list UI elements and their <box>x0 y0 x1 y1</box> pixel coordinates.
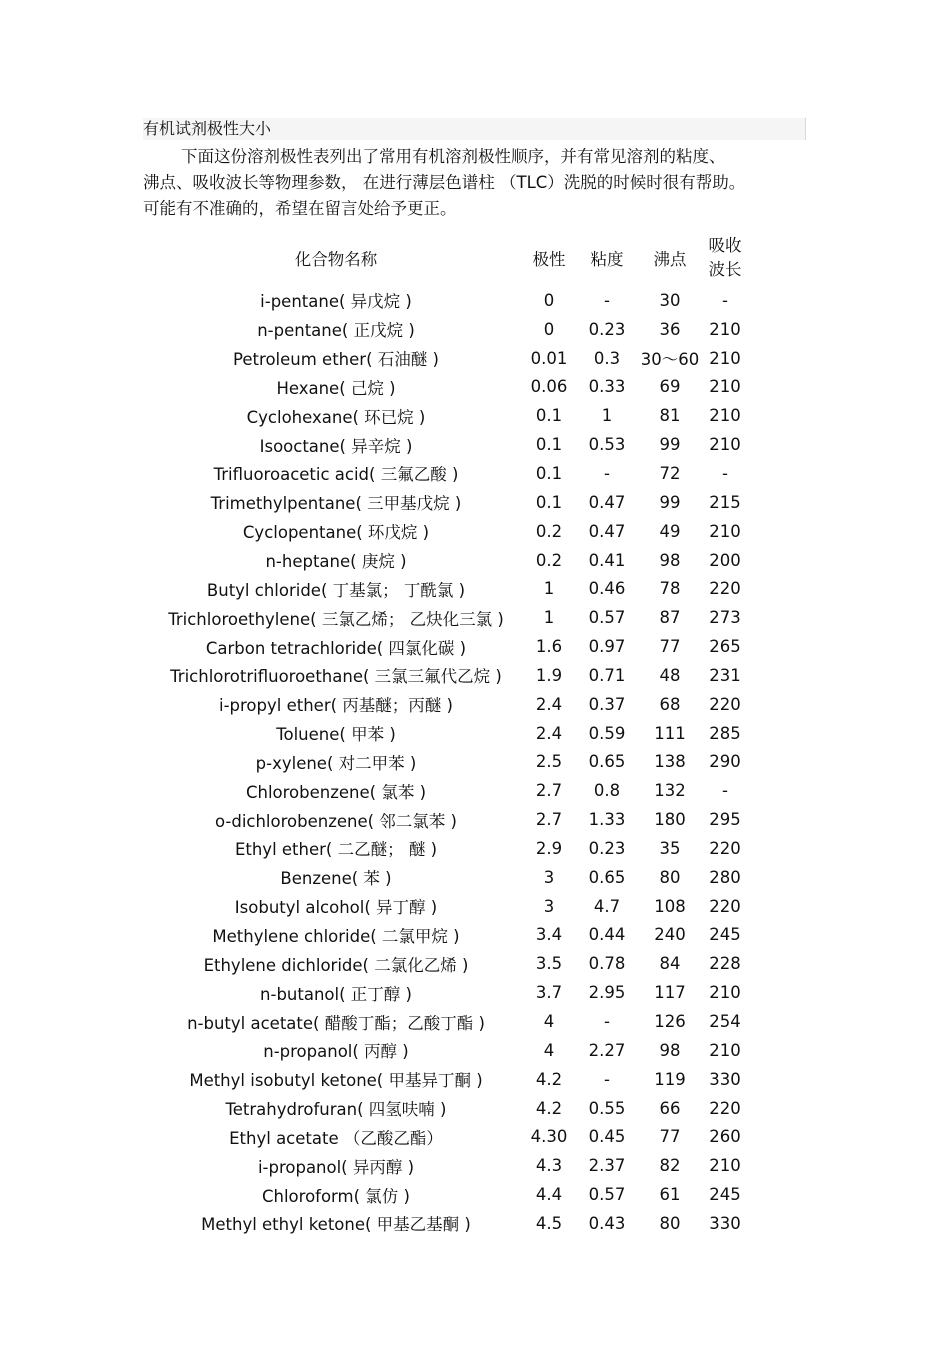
cell-polarity: 0.2 <box>535 550 563 570</box>
cell-viscosity: 2.27 <box>588 1040 626 1060</box>
cell-compound-name: Trifluoroacetic acid( 三氟乙酸 ) <box>213 465 459 485</box>
cell-boiling-point: 78 <box>659 579 681 599</box>
cell-compound-name: Isobutyl alcohol( 异丁醇 ) <box>234 898 438 918</box>
cell-compound-name: p-xylene( 对二甲苯 ) <box>255 753 417 773</box>
table-row <box>148 1007 750 1036</box>
cell-absorption-wavelength: - <box>722 781 728 801</box>
cell-boiling-point: 66 <box>659 1098 681 1118</box>
cell-boiling-point: 84 <box>659 954 681 974</box>
cell-polarity: 2.7 <box>535 810 563 830</box>
cell-polarity: 0 <box>543 290 555 310</box>
header-viscosity: 粘度 <box>590 250 624 269</box>
table-row <box>148 776 750 805</box>
cell-boiling-point: 80 <box>659 1213 681 1233</box>
cell-boiling-point: 69 <box>659 377 681 397</box>
cell-polarity: 0 <box>543 319 555 339</box>
cell-viscosity: 1.33 <box>588 810 626 830</box>
cell-boiling-point: 111 <box>654 723 686 743</box>
cell-boiling-point: 126 <box>654 1012 686 1032</box>
cell-viscosity: 0.59 <box>588 723 626 743</box>
cell-absorption-wavelength: 290 <box>709 752 741 772</box>
cell-compound-name: Chlorobenzene( 氯苯 ) <box>245 782 427 802</box>
table-row <box>148 1209 750 1238</box>
cell-absorption-wavelength: 295 <box>709 810 741 830</box>
table-row <box>148 430 750 459</box>
cell-viscosity: 0.71 <box>588 665 626 685</box>
cell-viscosity: 4.7 <box>593 896 621 916</box>
cell-compound-name: Chloroform( 氯仿 ) <box>261 1186 410 1206</box>
cell-boiling-point: 180 <box>654 810 686 830</box>
table-row <box>148 719 750 748</box>
cell-compound-name: o-dichlorobenzene( 邻二氯苯 ) <box>214 811 457 831</box>
cell-compound-name: Toluene( 甲苯 ) <box>276 725 396 745</box>
cell-boiling-point: 68 <box>659 694 681 714</box>
cell-viscosity: 1 <box>601 406 613 426</box>
cell-polarity: 4.4 <box>535 1185 563 1205</box>
cell-boiling-point: 117 <box>654 983 686 1003</box>
cell-absorption-wavelength: 210 <box>709 1156 741 1176</box>
page-title: 有机试剂极性大小 <box>143 119 272 138</box>
cell-absorption-wavelength: 285 <box>709 723 741 743</box>
cell-absorption-wavelength: 220 <box>709 1098 741 1118</box>
cell-absorption-wavelength: 210 <box>709 406 741 426</box>
cell-compound-name: Trichlorotrifluoroethane( 三氯三氟代乙烷 ) <box>170 667 502 687</box>
cell-absorption-wavelength: 254 <box>709 1012 741 1032</box>
table-row <box>148 488 750 517</box>
cell-viscosity: 0.97 <box>588 637 626 657</box>
intro-line-2: 沸点、吸收波长等物理参数， 在进行薄层色谱柱 （TLC）洗脱的时候时很有帮助。 <box>143 173 746 192</box>
cell-polarity: 4 <box>543 1040 555 1060</box>
cell-absorption-wavelength: - <box>722 290 728 310</box>
table-row <box>148 1065 750 1094</box>
cell-compound-name: n-pentane( 正戊烷 ) <box>257 321 415 341</box>
table-header-row <box>148 230 750 286</box>
intro-line-3: 可能有不准确的，希望在留言处给予更正。 <box>143 199 457 218</box>
cell-viscosity: 0.57 <box>588 1185 626 1205</box>
table-row <box>148 892 750 921</box>
cell-viscosity: 0.41 <box>588 550 626 570</box>
cell-compound-name: Benzene( 苯 ) <box>280 869 392 889</box>
cell-compound-name: Butyl chloride( 丁基氯； 丁酰氯 ) <box>206 580 466 600</box>
cell-polarity: 4.5 <box>535 1213 563 1233</box>
header-polarity: 极性 <box>532 250 566 269</box>
header-compound-name: 化合物名称 <box>294 250 378 269</box>
table-row <box>148 805 750 834</box>
cell-polarity: 0.06 <box>530 377 568 397</box>
cell-compound-name: Hexane( 己烷 ) <box>276 378 396 398</box>
cell-viscosity: 0.55 <box>588 1098 626 1118</box>
cell-boiling-point: 35 <box>659 838 681 858</box>
cell-compound-name: i-pentane( 异戊烷 ) <box>260 292 412 312</box>
table-row <box>148 286 750 315</box>
cell-boiling-point: 77 <box>659 637 681 657</box>
cell-compound-name: n-propanol( 丙醇 ) <box>263 1042 409 1062</box>
cell-boiling-point: 99 <box>659 492 681 512</box>
cell-boiling-point: 98 <box>659 1040 681 1060</box>
cell-compound-name: n-butanol( 正丁醇 ) <box>260 984 412 1004</box>
cell-absorption-wavelength: 260 <box>709 1127 741 1147</box>
cell-polarity: 1.6 <box>535 637 563 657</box>
table-row <box>148 344 750 373</box>
cell-polarity: 0.1 <box>535 463 563 483</box>
cell-polarity: 2.5 <box>535 752 563 772</box>
cell-absorption-wavelength: 210 <box>709 435 741 455</box>
cell-absorption-wavelength: 210 <box>709 348 741 368</box>
cell-boiling-point: 99 <box>659 435 681 455</box>
cell-viscosity: 0.46 <box>588 579 626 599</box>
cell-compound-name: Isooctane( 异辛烷 ) <box>259 436 413 456</box>
cell-viscosity: 0.47 <box>588 521 626 541</box>
cell-boiling-point: 72 <box>659 463 681 483</box>
table-row <box>148 1036 750 1065</box>
cell-viscosity: 2.37 <box>588 1156 626 1176</box>
cell-absorption-wavelength: 265 <box>709 637 741 657</box>
cell-boiling-point: 61 <box>659 1185 681 1205</box>
table-row <box>148 748 750 777</box>
cell-polarity: 2.4 <box>535 723 563 743</box>
cell-absorption-wavelength: 210 <box>709 377 741 397</box>
cell-compound-name: n-heptane( 庚烷 ) <box>265 552 407 572</box>
intro-paragraph <box>143 144 813 222</box>
table-row <box>148 661 750 690</box>
cell-absorption-wavelength: 330 <box>709 1213 741 1233</box>
cell-viscosity: 0.8 <box>593 781 621 801</box>
cell-viscosity: 2.95 <box>588 983 626 1003</box>
table-row <box>148 1094 750 1123</box>
cell-compound-name: Cyclohexane( 环已烷 ) <box>246 407 426 427</box>
cell-polarity: 4.2 <box>535 1069 563 1089</box>
table-row <box>148 1151 750 1180</box>
cell-absorption-wavelength: 245 <box>709 1185 741 1205</box>
cell-boiling-point: 48 <box>659 665 681 685</box>
cell-boiling-point: 132 <box>654 781 686 801</box>
cell-viscosity: 0.57 <box>588 608 626 628</box>
cell-polarity: 0.1 <box>535 406 563 426</box>
cell-compound-name: Tetrahydrofuran( 四氢呋喃 ) <box>225 1100 447 1120</box>
cell-absorption-wavelength: 210 <box>709 319 741 339</box>
cell-polarity: 3.7 <box>535 983 563 1003</box>
cell-boiling-point: 87 <box>659 608 681 628</box>
cell-polarity: 2.7 <box>535 781 563 801</box>
cell-compound-name: n-butyl acetate( 醋酸丁酯；乙酸丁酯 ) <box>187 1013 485 1033</box>
header-boiling-point: 沸点 <box>653 250 687 269</box>
table-row <box>148 632 750 661</box>
cell-absorption-wavelength: 280 <box>709 867 741 887</box>
cell-absorption-wavelength: 220 <box>709 838 741 858</box>
cell-absorption-wavelength: - <box>722 463 728 483</box>
cell-compound-name: Cyclopentane( 环戊烷 ) <box>242 523 430 543</box>
cell-boiling-point: 98 <box>659 550 681 570</box>
cell-boiling-point: 49 <box>659 521 681 541</box>
cell-viscosity: 0.45 <box>588 1127 626 1147</box>
cell-absorption-wavelength: 228 <box>709 954 741 974</box>
cell-absorption-wavelength: 200 <box>709 550 741 570</box>
cell-absorption-wavelength: 231 <box>709 665 741 685</box>
cell-viscosity: 0.33 <box>588 377 626 397</box>
cell-viscosity: 0.44 <box>588 925 626 945</box>
solvent-polarity-table <box>148 230 750 1238</box>
cell-polarity: 3 <box>543 867 555 887</box>
cell-absorption-wavelength: 210 <box>709 1040 741 1060</box>
table-row <box>148 546 750 575</box>
cell-boiling-point: 30 <box>659 290 681 310</box>
cell-viscosity: 0.65 <box>588 867 626 887</box>
cell-compound-name: Trichloroethylene( 三氯乙烯； 乙炔化三氯 ) <box>168 609 504 629</box>
cell-absorption-wavelength: 220 <box>709 579 741 599</box>
cell-viscosity: - <box>604 290 610 310</box>
cell-boiling-point: 77 <box>659 1127 681 1147</box>
cell-absorption-wavelength: 220 <box>709 694 741 714</box>
cell-compound-name: Carbon tetrachloride( 四氯化碳 ) <box>205 638 467 658</box>
cell-viscosity: 0.47 <box>588 492 626 512</box>
cell-boiling-point: 138 <box>654 752 686 772</box>
cell-compound-name: Methyl isobutyl ketone( 甲基异丁酮 ) <box>189 1071 483 1091</box>
cell-absorption-wavelength: 210 <box>709 521 741 541</box>
cell-compound-name: Methylene chloride( 二氯甲烷 ) <box>212 926 460 946</box>
intro-line-1: 下面这份溶剂极性表列出了常用有机溶剂极性顺序，并有常见溶剂的粘度、 <box>181 147 726 166</box>
table-row <box>148 1180 750 1209</box>
cell-boiling-point: 240 <box>654 925 686 945</box>
table-row <box>148 834 750 863</box>
cell-viscosity: - <box>604 463 610 483</box>
cell-viscosity: 0.37 <box>588 694 626 714</box>
table-row <box>148 574 750 603</box>
cell-viscosity: 0.78 <box>588 954 626 974</box>
cell-polarity: 4 <box>543 1012 555 1032</box>
cell-compound-name: Ethyl ether( 二乙醚； 醚 ) <box>234 840 438 860</box>
cell-boiling-point: 80 <box>659 867 681 887</box>
cell-viscosity: - <box>604 1012 610 1032</box>
cell-polarity: 4.3 <box>535 1156 563 1176</box>
header-absorption-wavelength <box>700 230 750 286</box>
cell-boiling-point: 119 <box>654 1069 686 1089</box>
cell-compound-name: i-propanol( 异丙醇 ) <box>257 1157 415 1177</box>
table-row <box>148 373 750 402</box>
cell-boiling-point: 82 <box>659 1156 681 1176</box>
cell-compound-name: i-propyl ether( 丙基醚；丙醚 ) <box>219 696 453 716</box>
table-row <box>148 1122 750 1151</box>
cell-polarity: 3 <box>543 896 555 916</box>
table-row <box>148 401 750 430</box>
cell-compound-name: Methyl ethyl ketone( 甲基乙基酮 ) <box>201 1215 471 1235</box>
cell-polarity: 4.2 <box>535 1098 563 1118</box>
cell-polarity: 1 <box>543 579 555 599</box>
cell-polarity: 2.4 <box>535 694 563 714</box>
cell-absorption-wavelength: 273 <box>709 608 741 628</box>
cell-polarity: 0.01 <box>530 348 568 368</box>
cell-absorption-wavelength: 245 <box>709 925 741 945</box>
cell-polarity: 0.2 <box>535 521 563 541</box>
table-row <box>148 459 750 488</box>
cell-viscosity: 0.43 <box>588 1213 626 1233</box>
cell-viscosity: 0.53 <box>588 435 626 455</box>
cell-boiling-point: 81 <box>659 406 681 426</box>
cell-absorption-wavelength: 220 <box>709 896 741 916</box>
table-row <box>148 863 750 892</box>
cell-polarity: 2.9 <box>535 838 563 858</box>
table-row <box>148 978 750 1007</box>
table-row <box>148 921 750 950</box>
cell-polarity: 1.9 <box>535 665 563 685</box>
header-uv-line2: 波长 <box>708 260 742 279</box>
cell-viscosity: 0.65 <box>588 752 626 772</box>
cell-absorption-wavelength: 330 <box>709 1069 741 1089</box>
cell-viscosity: 0.3 <box>593 348 621 368</box>
cell-polarity: 0.1 <box>535 492 563 512</box>
table-row <box>148 603 750 632</box>
table-row <box>148 690 750 719</box>
cell-polarity: 3.4 <box>535 925 563 945</box>
cell-polarity: 4.30 <box>530 1127 568 1147</box>
cell-compound-name: Petroleum ether( 石油醚 ) <box>233 350 439 370</box>
table-row <box>148 315 750 344</box>
cell-boiling-point: 108 <box>654 896 686 916</box>
cell-compound-name: Ethyl acetate （乙酸乙酯） <box>229 1128 443 1148</box>
cell-compound-name: Trimethylpentane( 三甲基戊烷 ) <box>210 494 462 514</box>
table-row <box>148 949 750 978</box>
cell-boiling-point: 36 <box>659 319 681 339</box>
cell-polarity: 1 <box>543 608 555 628</box>
cell-compound-name: Ethylene dichloride( 二氯化乙烯 ) <box>203 955 469 975</box>
table-row <box>148 517 750 546</box>
cell-absorption-wavelength: 210 <box>709 983 741 1003</box>
cell-viscosity: - <box>604 1069 610 1089</box>
header-uv-line1: 吸收 <box>708 236 742 255</box>
cell-viscosity: 0.23 <box>588 838 626 858</box>
cell-absorption-wavelength: 215 <box>709 492 741 512</box>
cell-boiling-point: 30～60 <box>640 350 700 370</box>
cell-polarity: 0.1 <box>535 435 563 455</box>
cell-polarity: 3.5 <box>535 954 563 974</box>
cell-viscosity: 0.23 <box>588 319 626 339</box>
